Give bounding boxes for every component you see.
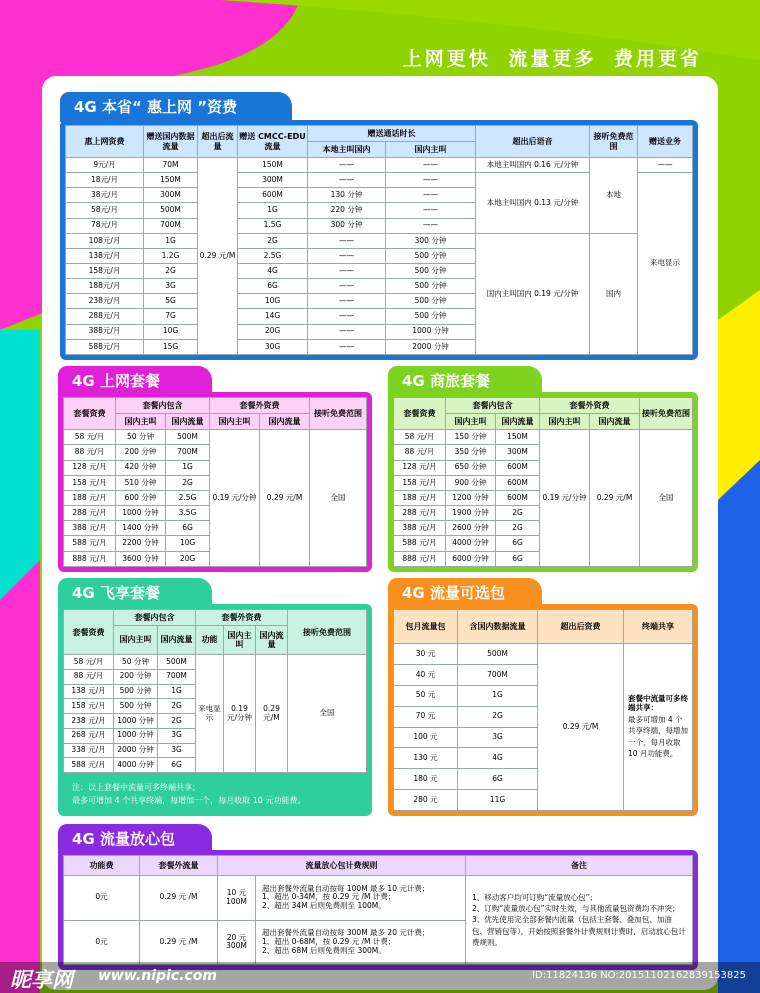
header-func: 功能 — [196, 625, 224, 655]
cell-fee: 58元/月 — [66, 203, 144, 218]
header-data: 赠送国内数据流量 — [144, 126, 198, 158]
rule-line: 超出套餐外流量自动按每 300M 最多 20 元计费； — [262, 928, 430, 938]
cell-cmcc: 6G — [238, 279, 308, 294]
cell-pkg: 70 元 — [394, 706, 458, 727]
cell-flow: 20G — [166, 551, 210, 566]
header-dom: 国内主叫 — [386, 142, 476, 158]
cell-call: 500 分钟 — [114, 699, 158, 714]
header-inc: 套餐内包含 — [446, 398, 540, 414]
cell-local: —— — [308, 158, 386, 173]
cell-data: 6G — [458, 769, 538, 790]
header-out-call: 国内主叫 — [210, 414, 260, 430]
cell-cmcc: 150M — [238, 158, 308, 173]
cell-note — [466, 876, 693, 965]
section-box — [388, 392, 698, 572]
section-title: 4G 飞享套餐 — [58, 578, 212, 608]
section-title: 4G 流量放心包 — [58, 824, 212, 854]
note-line: 注：以上套餐中流量可多终端共享； — [72, 783, 200, 792]
cell-fee: 158 元/月 — [64, 475, 116, 490]
cell-fee: 18元/月 — [66, 173, 144, 188]
header-out-call: 国内主叫 — [224, 625, 256, 655]
cell-func: 来电显示 — [196, 655, 224, 773]
cell-fee: 128 元/月 — [64, 460, 116, 475]
cell-local: —— — [308, 233, 386, 248]
cell-cmcc: 1G — [238, 203, 308, 218]
section-flow-worry-free — [58, 824, 698, 970]
cell-share — [624, 644, 693, 811]
cell-fee: 88 元/月 — [394, 445, 446, 460]
cell-data: 700M — [144, 218, 198, 233]
section-flow-option — [388, 578, 698, 816]
header-range: 接听免费范围 — [288, 610, 367, 655]
cell-data: 1G — [458, 685, 538, 706]
cell-flow: 2G — [158, 714, 196, 729]
cell-data: 11G — [458, 790, 538, 811]
section-title: 4G 流量可选包 — [388, 578, 542, 608]
cell-out-call: 0.19 元/分钟 — [224, 655, 256, 773]
cell-data: 70M — [144, 158, 198, 173]
section-title: 4G 商旅套餐 — [388, 366, 542, 396]
note-line: 1、移动客户均可订购“流量放心包”； — [472, 892, 598, 902]
cell-rule — [256, 876, 466, 921]
cell-data: 5G — [144, 294, 198, 309]
header-range: 接听免费范围 — [590, 126, 638, 158]
cell-fee: 158 元/月 — [394, 475, 446, 490]
cell-cmcc: 2.5G — [238, 248, 308, 263]
header-out-flow: 国内流量 — [590, 414, 640, 430]
table-row — [66, 158, 693, 173]
watermark-logo: 昵享网 — [10, 968, 73, 992]
cell-flow: 10G — [166, 536, 210, 551]
cell-call: 500 分钟 — [114, 684, 158, 699]
header-pkg: 包月流量包 — [394, 610, 458, 644]
cell-cmcc: 300M — [238, 173, 308, 188]
cell-fee: 388元/月 — [66, 324, 144, 339]
cell-call: 900 分钟 — [446, 475, 496, 490]
cell-voice: 本地主叫国内 0.13 元/分钟 — [476, 173, 590, 234]
cell-data: 3G — [144, 279, 198, 294]
cell-flow: 2G — [496, 506, 540, 521]
cell-fee: 588元/月 — [66, 339, 144, 354]
cell-fee: 588 元/月 — [64, 758, 114, 773]
cell-data: 15G — [144, 339, 198, 354]
cell-fee: 338 元/月 — [64, 743, 114, 758]
cell-pkg: 40 元 — [394, 664, 458, 685]
cell-flow: 300M — [496, 445, 540, 460]
cell-data: 700M — [458, 664, 538, 685]
cell-cmcc: 20G — [238, 324, 308, 339]
cell-local: —— — [308, 173, 386, 188]
cell-dom: —— — [386, 188, 476, 203]
cell-range: 本地 — [590, 158, 638, 234]
cell-fee: 58 元/月 — [64, 430, 116, 445]
header-rule: 流量放心包计费规则 — [218, 856, 466, 876]
flow-option-table — [393, 609, 693, 811]
cell-fee: 108元/月 — [66, 233, 144, 248]
cell-call: 2000 分钟 — [114, 743, 158, 758]
cell-flow: 600M — [496, 490, 540, 505]
cell-fee: 238 元/月 — [64, 714, 114, 729]
cell-flow: 2G — [158, 699, 196, 714]
cell-local: 300 分钟 — [308, 218, 386, 233]
header-cmcc: 赠送 CMCC-EDU 流量 — [238, 126, 308, 158]
cell-data: 1.2G — [144, 248, 198, 263]
cell-call: 600 分钟 — [116, 490, 166, 505]
cell-flow: 700M — [166, 445, 210, 460]
note-line: 最多可增加 4 个共享终端，每增加一个，每月收取 10 元功能费。 — [72, 796, 306, 805]
header-call: 赠送通话时长 — [308, 126, 476, 142]
cell-range: 全国 — [640, 430, 693, 567]
cell-cmcc: 600M — [238, 188, 308, 203]
cell-fee: 88 元/月 — [64, 445, 116, 460]
hui-shangwang-table — [65, 125, 693, 355]
section-box — [58, 850, 698, 970]
cell-fee: 9元/月 — [66, 158, 144, 173]
share-title: 套餐中流量可多终端共享： — [628, 693, 688, 712]
cell-dom: —— — [386, 173, 476, 188]
share-text: 最多可增加 4 个共享终端，每增加一个，每月收取 10 月功能费。 — [628, 715, 688, 758]
rule-line: 1、超出 0-68M，按 0.29 元 /M 计费； — [262, 936, 396, 946]
cell-call: 200 分钟 — [116, 445, 166, 460]
rule-line: 超出套餐外流量自动按每 100M 最多 10 元计费； — [262, 883, 430, 893]
cell-pkg: 30 元 — [394, 644, 458, 665]
cell-flow: 700M — [158, 669, 196, 684]
header-out: 套餐外资费 — [210, 398, 310, 414]
section-title: 4G 上网套餐 — [58, 366, 212, 396]
section-title: 4G 本省“ 惠上网 ”资费 — [60, 92, 292, 122]
cell-fee: 88 元/月 — [64, 669, 114, 684]
cell-out-call: 0.19 元/分钟 — [540, 430, 590, 567]
header-voice: 超出后语音 — [476, 126, 590, 158]
section-shanglv-plan — [388, 366, 698, 572]
cell-flow: 1G — [158, 684, 196, 699]
cell-flow: 3G — [158, 728, 196, 743]
cell-dom: 500 分钟 — [386, 248, 476, 263]
cell-flow: 3.5G — [166, 506, 210, 521]
header-fee: 套餐资费 — [64, 610, 114, 655]
cell-call: 1200 分钟 — [446, 490, 496, 505]
cell-data: 2G — [144, 264, 198, 279]
section-box — [388, 604, 698, 816]
cell-fee: 58 元/月 — [64, 655, 114, 670]
cell-flow: 2G — [496, 521, 540, 536]
section-box — [60, 120, 698, 360]
cell-flow: 6G — [496, 551, 540, 566]
header-range: 接听免费范围 — [310, 398, 367, 430]
cell-over: 0.29 元/M — [198, 158, 238, 355]
cell-over: 0.29 元/M — [538, 644, 624, 811]
cell-flow: 2.5G — [166, 490, 210, 505]
header-call: 国内主叫 — [446, 414, 496, 430]
header-out-flow: 国内流量 — [256, 625, 288, 655]
cell-flow: 6G — [496, 536, 540, 551]
cell-cmcc: 1.5G — [238, 218, 308, 233]
note-line: 3、优先使用完全部套餐内流量（包括主套餐、叠加包、加油包、营销包等），开始按照套餐外计费规则计费时，启动放心包计费规则。 — [472, 915, 686, 947]
cell-voice: 本地主叫国内 0.16 元/分钟 — [476, 158, 590, 173]
cell-flow: 6G — [166, 521, 210, 536]
cell-fee: 388 元/月 — [394, 521, 446, 536]
cell-fee: 188 元/月 — [64, 490, 116, 505]
section-feixiang-plan — [58, 578, 372, 816]
cell-out-flow: 0.29 元/M — [256, 655, 288, 773]
cell-flow: 600M — [496, 460, 540, 475]
cell-call: 2200 分钟 — [116, 536, 166, 551]
cell-pkg: 180 元 — [394, 769, 458, 790]
header-func: 功能费 — [64, 856, 140, 876]
header-fee: 套餐资费 — [64, 398, 116, 430]
table-row — [64, 876, 693, 921]
cell-flow: 500M — [158, 655, 196, 670]
header-out-call: 国内主叫 — [540, 414, 590, 430]
cell-data: 3G — [458, 727, 538, 748]
header-call: 国内主叫 — [116, 414, 166, 430]
cell-cmcc: 2G — [238, 233, 308, 248]
cell-call: 200 分钟 — [114, 669, 158, 684]
cell-dom: 500 分钟 — [386, 264, 476, 279]
cell-data: 150M — [144, 173, 198, 188]
cell-fee: 58 元/月 — [394, 430, 446, 445]
header-data: 含国内数据流量 — [458, 610, 538, 644]
cell-call: 650 分钟 — [446, 460, 496, 475]
cell-fee: 128 元/月 — [394, 460, 446, 475]
header-inc: 套餐内包含 — [116, 398, 210, 414]
cell-pkg: 100 元 — [394, 727, 458, 748]
cell-local: —— — [308, 248, 386, 263]
header-fee: 惠上网资费 — [66, 126, 144, 158]
cell-fee: 288 元/月 — [64, 506, 116, 521]
cell-dom: 2000 分钟 — [386, 339, 476, 354]
cell-data: 1G — [144, 233, 198, 248]
cell-local: 220 分钟 — [308, 203, 386, 218]
cell-dom: 500 分钟 — [386, 279, 476, 294]
header-over: 超出后资费 — [538, 610, 624, 644]
cell-biz: 来电显示 — [638, 173, 693, 355]
cell-data: 500M — [458, 644, 538, 665]
cell-out-call: 0.19 元/分钟 — [210, 430, 260, 567]
header-range: 接听免费范围 — [640, 398, 693, 430]
cell-out-flow: 0.29 元/M — [260, 430, 310, 567]
cell-out: 0.29 元 /M — [140, 920, 218, 965]
cell-call: 3600 分钟 — [116, 551, 166, 566]
cell-fee: 78元/月 — [66, 218, 144, 233]
cell-call: 6000 分钟 — [446, 551, 496, 566]
cell-dom: 300 分钟 — [386, 233, 476, 248]
cell-dom: —— — [386, 203, 476, 218]
cell-biz: —— — [638, 158, 693, 173]
table-row — [394, 430, 693, 445]
header-out: 套餐外资费 — [540, 398, 640, 414]
cell-call: 1900 分钟 — [446, 506, 496, 521]
cell-voice: 国内主叫国内 0.19 元/分钟 — [476, 233, 590, 354]
rule-line: 2、超出 68M 后则免费则至 300M。 — [262, 945, 386, 955]
section-shangwang-plan — [58, 366, 372, 572]
header-flow: 国内流量 — [166, 414, 210, 430]
cell-call: 50 分钟 — [114, 655, 158, 670]
cell-fee: 158 元/月 — [64, 699, 114, 714]
cell-cmcc: 14G — [238, 309, 308, 324]
cell-local: —— — [308, 309, 386, 324]
cell-cmcc: 30G — [238, 339, 308, 354]
cell-flow: 6G — [158, 758, 196, 773]
rule-line: 2、超出 34M 后则免费则至 100M。 — [262, 901, 386, 911]
cell-fee: 888 元/月 — [64, 551, 116, 566]
cell-data: 2G — [458, 706, 538, 727]
section-box — [58, 392, 372, 572]
cell-data: 500M — [144, 203, 198, 218]
header-over: 超出后流量 — [198, 126, 238, 158]
cell-pkg: 280 元 — [394, 790, 458, 811]
cell-fee: 288元/月 — [66, 309, 144, 324]
header-flow: 国内流量 — [496, 414, 540, 430]
rule-line: 1、超出 0-34M，按 0.29 元 /M 计费； — [262, 892, 396, 902]
cell-fee: 188 元/月 — [394, 490, 446, 505]
cell-local: —— — [308, 324, 386, 339]
cell-flow: 3G — [158, 743, 196, 758]
cell-fee: 38元/月 — [66, 188, 144, 203]
cell-call: 4000 分钟 — [446, 536, 496, 551]
cell-data: 300M — [144, 188, 198, 203]
cell-fee: 588 元/月 — [394, 536, 446, 551]
cell-range: 全国 — [288, 655, 367, 773]
cell-rule — [256, 920, 466, 965]
cell-fee: 238元/月 — [66, 294, 144, 309]
header-out: 套餐外流量 — [140, 856, 218, 876]
table-row — [394, 644, 693, 665]
cell-flow: 2G — [166, 475, 210, 490]
cell-flow: 1G — [166, 460, 210, 475]
cell-local: 130 分钟 — [308, 188, 386, 203]
cell-local: —— — [308, 264, 386, 279]
cell-dom: —— — [386, 158, 476, 173]
cell-fee: 888 元/月 — [394, 551, 446, 566]
cell-tier: 20 元 300M — [218, 920, 256, 965]
cell-dom: —— — [386, 218, 476, 233]
slogan: 上网更快 流量更多 费用更省 — [402, 48, 702, 70]
cell-fee: 588 元/月 — [64, 536, 116, 551]
header-out: 套餐外资费 — [196, 610, 288, 626]
shanglv-plan-table — [393, 397, 693, 567]
cell-call: 420 分钟 — [116, 460, 166, 475]
cell-data: 4G — [458, 748, 538, 769]
table-row — [64, 430, 367, 445]
cell-func: 0元 — [64, 876, 140, 921]
cell-out-flow: 0.29 元/M — [590, 430, 640, 567]
cell-flow: 150M — [496, 430, 540, 445]
cell-fee: 138元/月 — [66, 248, 144, 263]
cell-cmcc: 10G — [238, 294, 308, 309]
header-biz: 赠送业务 — [638, 126, 693, 158]
section-box — [58, 604, 372, 778]
cell-fee: 288 元/月 — [394, 506, 446, 521]
feixiang-plan-table — [63, 609, 367, 773]
cell-out: 0.29 元 /M — [140, 876, 218, 921]
cell-call: 1000 分钟 — [114, 728, 158, 743]
cell-call: 1000 分钟 — [114, 714, 158, 729]
cell-tier: 10 元 100M — [218, 876, 256, 921]
cell-local: —— — [308, 279, 386, 294]
cell-fee: 158元/月 — [66, 264, 144, 279]
header-call: 国内主叫 — [114, 625, 158, 655]
cell-dom: 500 分钟 — [386, 309, 476, 324]
header-flow: 国内流量 — [158, 625, 196, 655]
cell-call: 350 分钟 — [446, 445, 496, 460]
table-row — [66, 233, 693, 248]
header-note: 备注 — [466, 856, 693, 876]
header-local: 本地主叫国内 — [308, 142, 386, 158]
cell-pkg: 130 元 — [394, 748, 458, 769]
cell-range: 国内 — [590, 233, 638, 354]
flow-worry-free-table — [63, 855, 693, 965]
cell-cmcc: 4G — [238, 264, 308, 279]
watermark-id: ID:11824136 NO:20151102162839153825 — [532, 970, 746, 981]
cell-call: 50 分钟 — [116, 430, 166, 445]
cell-call: 150 分钟 — [446, 430, 496, 445]
cell-local: —— — [308, 339, 386, 354]
note-line: 2、订购“流量放心包”实时生效，与其他流量包资费均不冲突； — [472, 904, 680, 914]
section-hui-shangwang — [60, 92, 698, 360]
cell-fee: 388 元/月 — [64, 521, 116, 536]
watermark-site: www.nipic.com — [98, 968, 217, 984]
header-out-flow: 国内流量 — [260, 414, 310, 430]
cell-data: 10G — [144, 324, 198, 339]
cell-data: 7G — [144, 309, 198, 324]
cell-fee: 188元/月 — [66, 279, 144, 294]
cell-range: 全国 — [310, 430, 367, 567]
cell-call: 2600 分钟 — [446, 521, 496, 536]
cell-func: 0元 — [64, 920, 140, 965]
cell-call: 510 分钟 — [116, 475, 166, 490]
cell-pkg: 50 元 — [394, 685, 458, 706]
shangwang-plan-table — [63, 397, 367, 567]
cell-local: —— — [308, 294, 386, 309]
cell-flow: 500M — [166, 430, 210, 445]
cell-dom: 1000 分钟 — [386, 324, 476, 339]
cell-fee: 268 元/月 — [64, 728, 114, 743]
feixiang-note — [58, 778, 372, 816]
cell-dom: 500 分钟 — [386, 294, 476, 309]
header-fee: 套餐资费 — [394, 398, 446, 430]
cell-call: 1000 分钟 — [116, 506, 166, 521]
cell-call: 1400 分钟 — [116, 521, 166, 536]
cell-call: 4000 分钟 — [114, 758, 158, 773]
cell-fee: 138 元/月 — [64, 684, 114, 699]
header-inc: 套餐内包含 — [114, 610, 196, 626]
cell-flow: 600M — [496, 475, 540, 490]
table-row — [64, 655, 367, 670]
header-share: 终端共享 — [624, 610, 693, 644]
